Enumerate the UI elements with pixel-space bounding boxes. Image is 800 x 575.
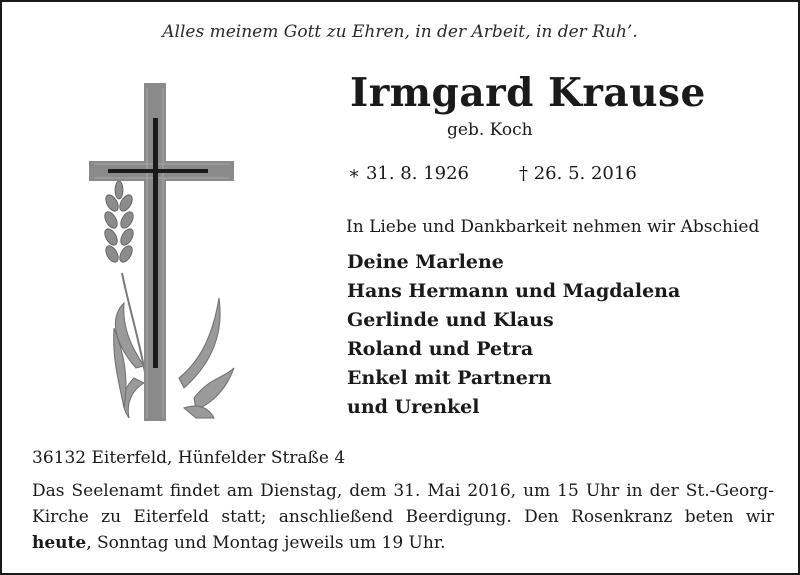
service-text-end: , Sonntag und Montag jeweils um 19 Uhr. — [86, 533, 446, 553]
mourner: Gerlinde und Klaus — [347, 309, 554, 331]
farewell-line: In Liebe und Dankbarkeit nehmen wir Abschied — [346, 217, 760, 237]
maiden-name: geb. Koch — [447, 120, 533, 140]
mourner: Enkel mit Partnern — [347, 367, 552, 389]
mourners-list — [347, 248, 680, 422]
mourner: Deine Marlene — [347, 251, 504, 273]
mourner: und Urenkel — [347, 396, 480, 418]
cross-with-wheat-icon — [84, 78, 244, 423]
mourner: Roland und Petra — [347, 338, 534, 360]
death-date: † 26. 5. 2016 — [519, 163, 637, 184]
deceased-name: Irmgard Krause — [350, 70, 706, 116]
service-emphasis: heute — [32, 533, 87, 553]
service-text: Das Seelenamt findet am Dienstag, dem 31. Mai 2016, um 15 Uhr in der St.-Georg-Kirche zu Eiterfeld statt; anschließend Beerdigung. Den Rosenkranz beten wir — [32, 481, 774, 527]
address: 36132 Eiterfeld, Hünfelder Straße 4 — [32, 448, 346, 468]
mourner: Hans Hermann und Magdalena — [347, 280, 681, 302]
service-announcement — [32, 478, 774, 556]
birth-date: ∗ 31. 8. 1926 — [348, 163, 470, 184]
motto: Alles meinem Gott zu Ehren, in der Arbeit, in der Ruh’. — [162, 22, 638, 42]
